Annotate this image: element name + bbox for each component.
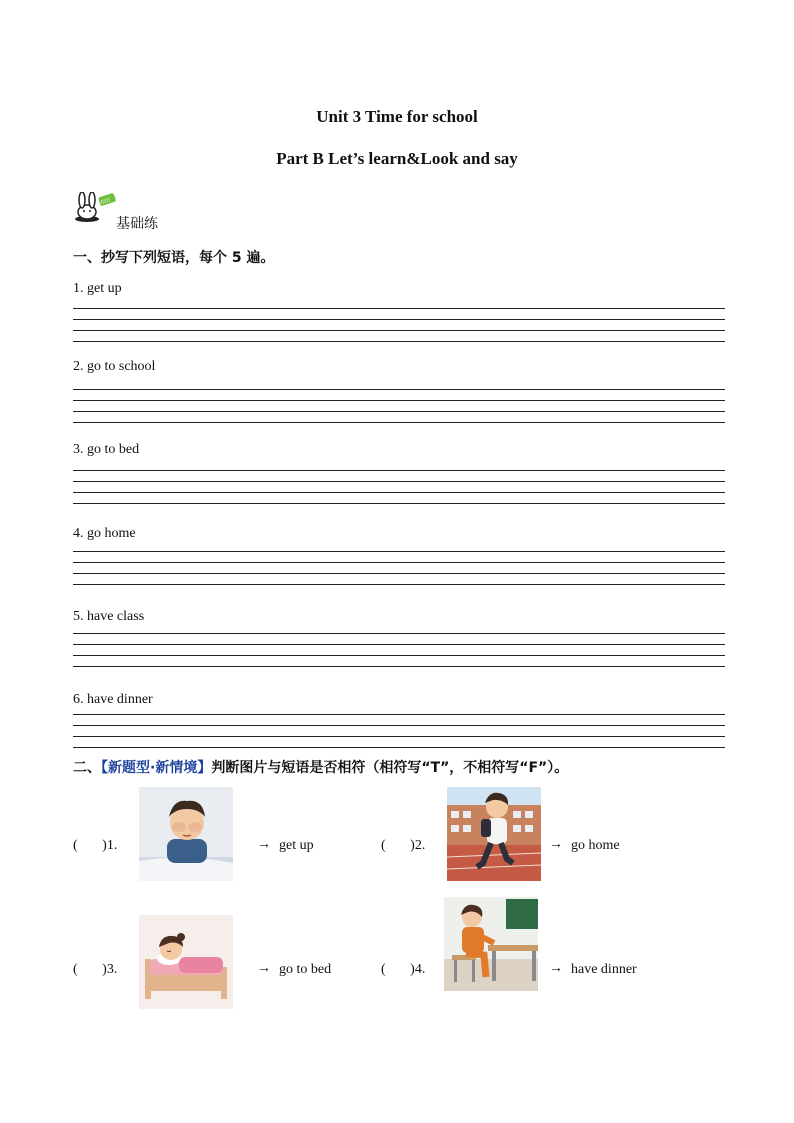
section2-heading [73, 757, 568, 777]
writing-line [73, 747, 725, 748]
writing-line [73, 644, 725, 645]
section2-instruction: 判断图片与短语是否相符（相符写“T”，不相符写“F”）。 [211, 760, 569, 776]
svg-text:GO!: GO! [100, 197, 112, 206]
section1-heading: 一、抄写下列短语，每个 5 遍。 [73, 250, 275, 266]
writing-line [73, 481, 725, 482]
page-title: Unit 3 Time for school [316, 107, 478, 126]
boy-rubbing-eyes-picture [139, 787, 233, 881]
question-3-phrase: go to bed [279, 962, 332, 977]
phrase-item-4: 4. go home [73, 526, 136, 541]
question-4-phrase: have dinner [571, 962, 637, 977]
answer-blank-4[interactable]: ( )4. [381, 962, 426, 977]
writing-line [73, 319, 725, 320]
writing-line [73, 633, 725, 634]
arrow-icon: → [549, 961, 563, 976]
writing-line [73, 573, 725, 574]
phrase-item-3: 3. go to bed [73, 442, 140, 457]
phrase-item-2: 2. go to school [73, 359, 156, 374]
boy-running-picture [447, 787, 541, 881]
writing-line [73, 330, 725, 331]
writing-line [73, 470, 725, 471]
writing-line [73, 503, 725, 504]
arrow-icon: → [549, 837, 563, 852]
writing-line [73, 714, 725, 715]
answer-blank-3[interactable]: ( )3. [73, 962, 118, 977]
writing-line [73, 584, 725, 585]
question-2-phrase: go home [571, 838, 620, 853]
section2-prefix: 二、 [73, 760, 101, 776]
writing-line [73, 551, 725, 552]
page-subtitle: Part B Let’s learn&Look and say [276, 149, 518, 168]
phrase-item-1: 1. get up [73, 281, 122, 296]
answer-blank-2[interactable]: ( )2. [381, 838, 426, 853]
writing-line [73, 411, 725, 412]
boy-at-desk-picture [444, 897, 538, 991]
writing-line [73, 562, 725, 563]
rabbit-icon [73, 192, 117, 224]
section2-tag: 【新题型·新情境】 [101, 760, 212, 776]
girl-sleeping-picture [139, 915, 233, 1009]
writing-line [73, 655, 725, 656]
writing-line [73, 736, 725, 737]
writing-line [73, 341, 725, 342]
section-badge-label: 基础练 [116, 216, 158, 232]
arrow-icon: → [257, 837, 271, 852]
arrow-icon: → [257, 961, 271, 976]
writing-line [73, 308, 725, 309]
writing-line [73, 422, 725, 423]
writing-line [73, 725, 725, 726]
phrase-item-6: 6. have dinner [73, 692, 153, 707]
question-1-phrase: get up [279, 838, 314, 853]
answer-blank-1[interactable]: ( )1. [73, 838, 118, 853]
writing-line [73, 400, 725, 401]
writing-line [73, 666, 725, 667]
phrase-item-5: 5. have class [73, 609, 145, 624]
writing-line [73, 389, 725, 390]
writing-line [73, 492, 725, 493]
